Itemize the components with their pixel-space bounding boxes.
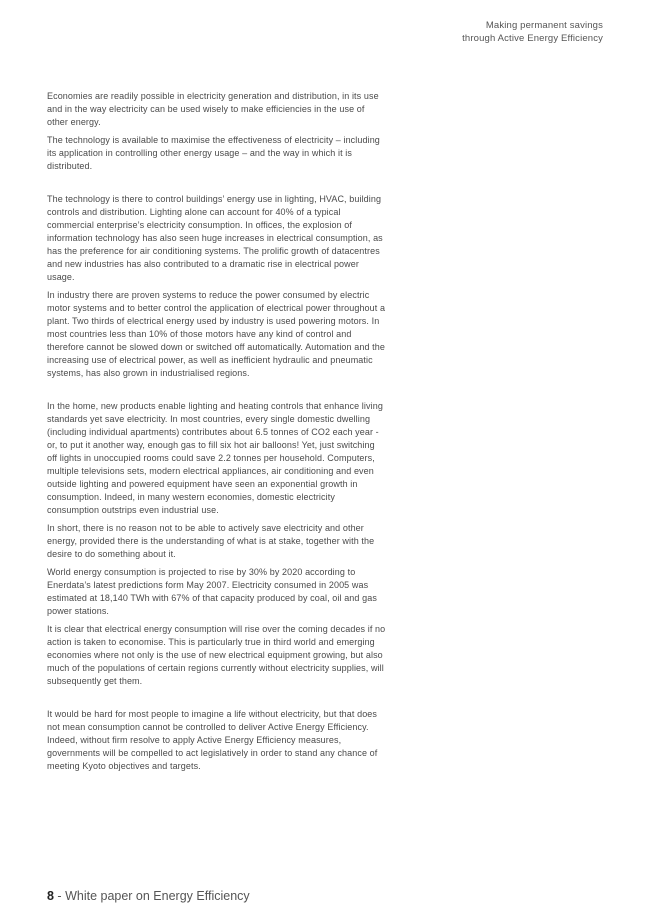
page-number: 8	[47, 889, 54, 903]
body-text	[47, 90, 387, 778]
paragraph: Economies are readily possible in electricity generation and distribution, in its use and in the way electricity can be used wisely to make efficiencies in the use of other energy.	[47, 91, 379, 127]
paragraph: It would be hard for most people to imagine a life without electricity, but that does not mean consumption cannot be controlled to deliver Active Energy Efficiency. Indeed, without firm resolve to apply Active Energy Efficiency measures, governments will be compelled to act legislatively in order to stand any chance of meeting Kyoto objectives and targets.	[47, 709, 378, 771]
header-line-1: Making permanent savings	[485, 20, 603, 31]
paragraph: In short, there is no reason not to be able to actively save electricity and other energy, provided there is the understanding of what is at stake, together with the desire to do something about it.	[47, 523, 375, 559]
paragraph: In industry there are proven systems to reduce the power consumed by electric motor systems and to better control the application of electrical power throughout a plant. Two thirds of electrical energy used by industry is used powering motors. In most countries less than 10% of those motors have any kind of control and therefore cannot be slowed down or switched off automatically. Automation and the increasing use of electrical power, as well as inefficient hydraulic and pneumatic systems, has also grown in industrialised regions.	[47, 290, 386, 378]
header-line-2: through Active Energy Efficiency	[462, 33, 603, 44]
paragraph: It is clear that electrical energy consumption will rise over the coming decades if no action is taken to economise. This is particularly true in third world and emerging economies where not only is the use of new electrical equipment growing, but also much of the populations of certain regions currently without electricity supplies, will subsequently get them.	[47, 624, 386, 686]
footer-separator: -	[53, 889, 66, 903]
paragraph: In the home, new products enable lighting and heating controls that enhance living standards yet save electricity. In most countries, every single domestic dwelling (including individual apartments) contributes about 6.5 tonnes of CO2 each year - or, to put it another way, enough gas to fill six hot air balloons! Yet, just switching off lights in unoccupied rooms could save 2.2 tonnes per household. Computers, multiple televisions sets, modern electrical appliances, air conditioning and even outside lighting and powered equipment have seen an exponential growth in consumption. Indeed, in many western economies, domestic electricity consumption outstrips even industrial use.	[47, 401, 383, 515]
running-header	[283, 19, 603, 45]
paragraph: The technology is available to maximise the effectiveness of electricity – including its application in controlling other energy usage – and the way in which it is distributed.	[47, 135, 380, 171]
paragraph: World energy consumption is projected to rise by 30% by 2020 according to Enerdata’s latest predictions form May 2007. Electricity consumed in 2005 was estimated at 18,140 TWh with 67% of that capacity produced by coal, oil and gas power stations.	[47, 567, 377, 616]
footer-title: White paper on Energy Efficiency	[65, 889, 250, 903]
paragraph: The technology is there to control buildings’ energy use in lighting, HVAC, building controls and distribution. Lighting alone can account for 40% of a typical commercial enterprise’s electricity consumption. In offices, the explosion of information technology has also seen huge increases in electrical consumption, as has the preference for air conditioning systems. The prolific growth of datacentres and new industries has also contributed to a dramatic rise in electrical power usage.	[47, 194, 383, 282]
page-footer	[47, 889, 250, 903]
